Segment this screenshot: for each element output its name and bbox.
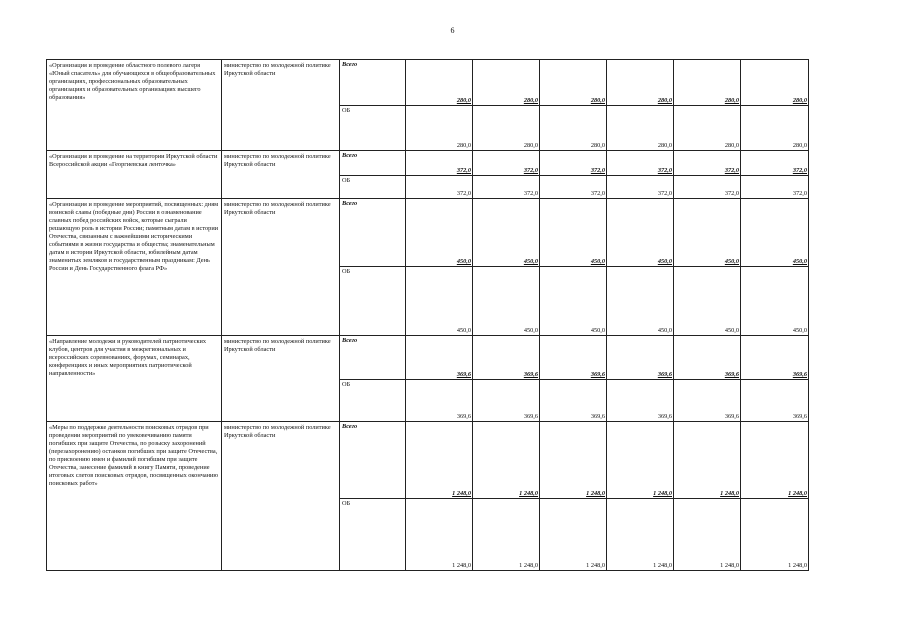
measure-name: «Организация и проведение на территории Иркутской области Всероссийской акции «Георгиевская ленточка»	[47, 151, 222, 199]
total-value-cell: 369,6	[406, 336, 473, 380]
funding-total-label: Всего	[340, 151, 406, 176]
ob-value-cell: 280,0	[540, 106, 607, 151]
total-value-cell: 372,0	[607, 151, 674, 176]
ob-value-cell: 369,6	[473, 380, 540, 422]
ob-value-cell: 1 248,0	[406, 499, 473, 571]
total-value-cell: 372,0	[406, 151, 473, 176]
total-value-cell: 280,0	[607, 60, 674, 106]
responsible-org: министерство по молодежной политике Иркутской области	[222, 199, 340, 336]
funding-source-label: ОБ	[340, 380, 406, 422]
table-row	[47, 422, 809, 499]
ob-value-cell: 1 248,0	[607, 499, 674, 571]
ob-value-cell: 1 248,0	[473, 499, 540, 571]
total-value-cell: 1 248,0	[674, 422, 741, 499]
ob-value-cell: 450,0	[741, 267, 809, 336]
ob-value-cell: 280,0	[607, 106, 674, 151]
total-value-cell: 280,0	[741, 60, 809, 106]
ob-value-cell: 1 248,0	[741, 499, 809, 571]
funding-total-label: Всего	[340, 422, 406, 499]
total-value-cell: 369,6	[741, 336, 809, 380]
funding-total-label: Всего	[340, 60, 406, 106]
measure-name: «Меры по поддержке деятельности поисковых отрядов при проведении мероприятий по увековечиванию памяти погибших при защите Отечества, по розыску захоронений (перезахоронению) останков погибших при защите Отечества, по присвоению имен и фамилий погибшим при защите Отечества, занесение фамилий в книгу Памяти, проведение итоговых слетов поисковых отрядов, посвященных окончанию поисковых работ»	[47, 422, 222, 571]
ob-value-cell: 372,0	[674, 176, 741, 199]
funding-source-label: ОБ	[340, 499, 406, 571]
ob-value-cell: 450,0	[607, 267, 674, 336]
total-value-cell: 280,0	[540, 60, 607, 106]
total-value-cell: 372,0	[674, 151, 741, 176]
ob-value-cell: 372,0	[540, 176, 607, 199]
ob-value-cell: 369,6	[540, 380, 607, 422]
total-value-cell: 450,0	[540, 199, 607, 267]
ob-value-cell: 280,0	[674, 106, 741, 151]
responsible-org: министерство по молодежной политике Иркутской области	[222, 422, 340, 571]
total-value-cell: 450,0	[674, 199, 741, 267]
responsible-org: министерство по молодежной политике Иркутской области	[222, 60, 340, 151]
ob-value-cell: 280,0	[473, 106, 540, 151]
funding-total-label: Всего	[340, 199, 406, 267]
responsible-org: министерство по молодежной политике Иркутской области	[222, 336, 340, 422]
ob-value-cell: 369,6	[674, 380, 741, 422]
total-value-cell: 372,0	[741, 151, 809, 176]
funding-source-label: ОБ	[340, 267, 406, 336]
total-value-cell: 450,0	[741, 199, 809, 267]
total-value-cell: 1 248,0	[607, 422, 674, 499]
total-value-cell: 450,0	[473, 199, 540, 267]
ob-value-cell: 369,6	[406, 380, 473, 422]
funding-source-label: ОБ	[340, 176, 406, 199]
ob-value-cell: 372,0	[473, 176, 540, 199]
table-row	[47, 336, 809, 380]
ob-value-cell: 369,6	[607, 380, 674, 422]
ob-value-cell: 450,0	[473, 267, 540, 336]
total-value-cell: 372,0	[473, 151, 540, 176]
ob-value-cell: 450,0	[540, 267, 607, 336]
total-value-cell: 369,6	[473, 336, 540, 380]
total-value-cell: 369,6	[674, 336, 741, 380]
total-value-cell: 1 248,0	[473, 422, 540, 499]
ob-value-cell: 450,0	[674, 267, 741, 336]
total-value-cell: 280,0	[473, 60, 540, 106]
total-value-cell: 280,0	[674, 60, 741, 106]
measure-name: «Направление молодежи и руководителей патриотических клубов, центров для участия в межрегиональных и всероссийских соревнованиях, форумах, семинарах, конференциях и иных мероприятиях патриотической направленности»	[47, 336, 222, 422]
funding-total-label: Всего	[340, 336, 406, 380]
total-value-cell: 450,0	[607, 199, 674, 267]
ob-value-cell: 280,0	[741, 106, 809, 151]
total-value-cell: 1 248,0	[540, 422, 607, 499]
table-row	[47, 199, 809, 267]
total-value-cell: 369,6	[540, 336, 607, 380]
ob-value-cell: 1 248,0	[674, 499, 741, 571]
measure-name: «Организация и проведение мероприятий, посвященных: дням воинской славы (победные дни) России в ознаменование славных побед российских войск, которые сыграли решающую роль в истории России; памятным датам в истории Отечества, связанным с важнейшими историческими событиями в жизни государства и общества; знаменательным датам в истории Иркутской области, юбилейным датам знаменитых земляков и государственным праздникам: День России и День Государственного флага РФ»	[47, 199, 222, 336]
ob-value-cell: 372,0	[741, 176, 809, 199]
total-value-cell: 1 248,0	[741, 422, 809, 499]
total-value-cell: 1 248,0	[406, 422, 473, 499]
budget-table	[46, 59, 809, 571]
table-row	[47, 151, 809, 176]
ob-value-cell: 372,0	[406, 176, 473, 199]
ob-value-cell: 450,0	[406, 267, 473, 336]
funding-source-label: ОБ	[340, 106, 406, 151]
ob-value-cell: 372,0	[607, 176, 674, 199]
table-row	[47, 60, 809, 106]
total-value-cell: 372,0	[540, 151, 607, 176]
total-value-cell: 280,0	[406, 60, 473, 106]
responsible-org: министерство по молодежной политике Иркутской области	[222, 151, 340, 199]
total-value-cell: 369,6	[607, 336, 674, 380]
measure-name: «Организация и проведение областного полевого лагеря «Юный спасатель» для обучающихся в общеобразовательных организациях, профессиональных образовательных организациях и образовательных организациях высшего образования»	[47, 60, 222, 151]
ob-value-cell: 280,0	[406, 106, 473, 151]
page-number: 6	[450, 26, 455, 35]
total-value-cell: 450,0	[406, 199, 473, 267]
ob-value-cell: 369,6	[741, 380, 809, 422]
ob-value-cell: 1 248,0	[540, 499, 607, 571]
